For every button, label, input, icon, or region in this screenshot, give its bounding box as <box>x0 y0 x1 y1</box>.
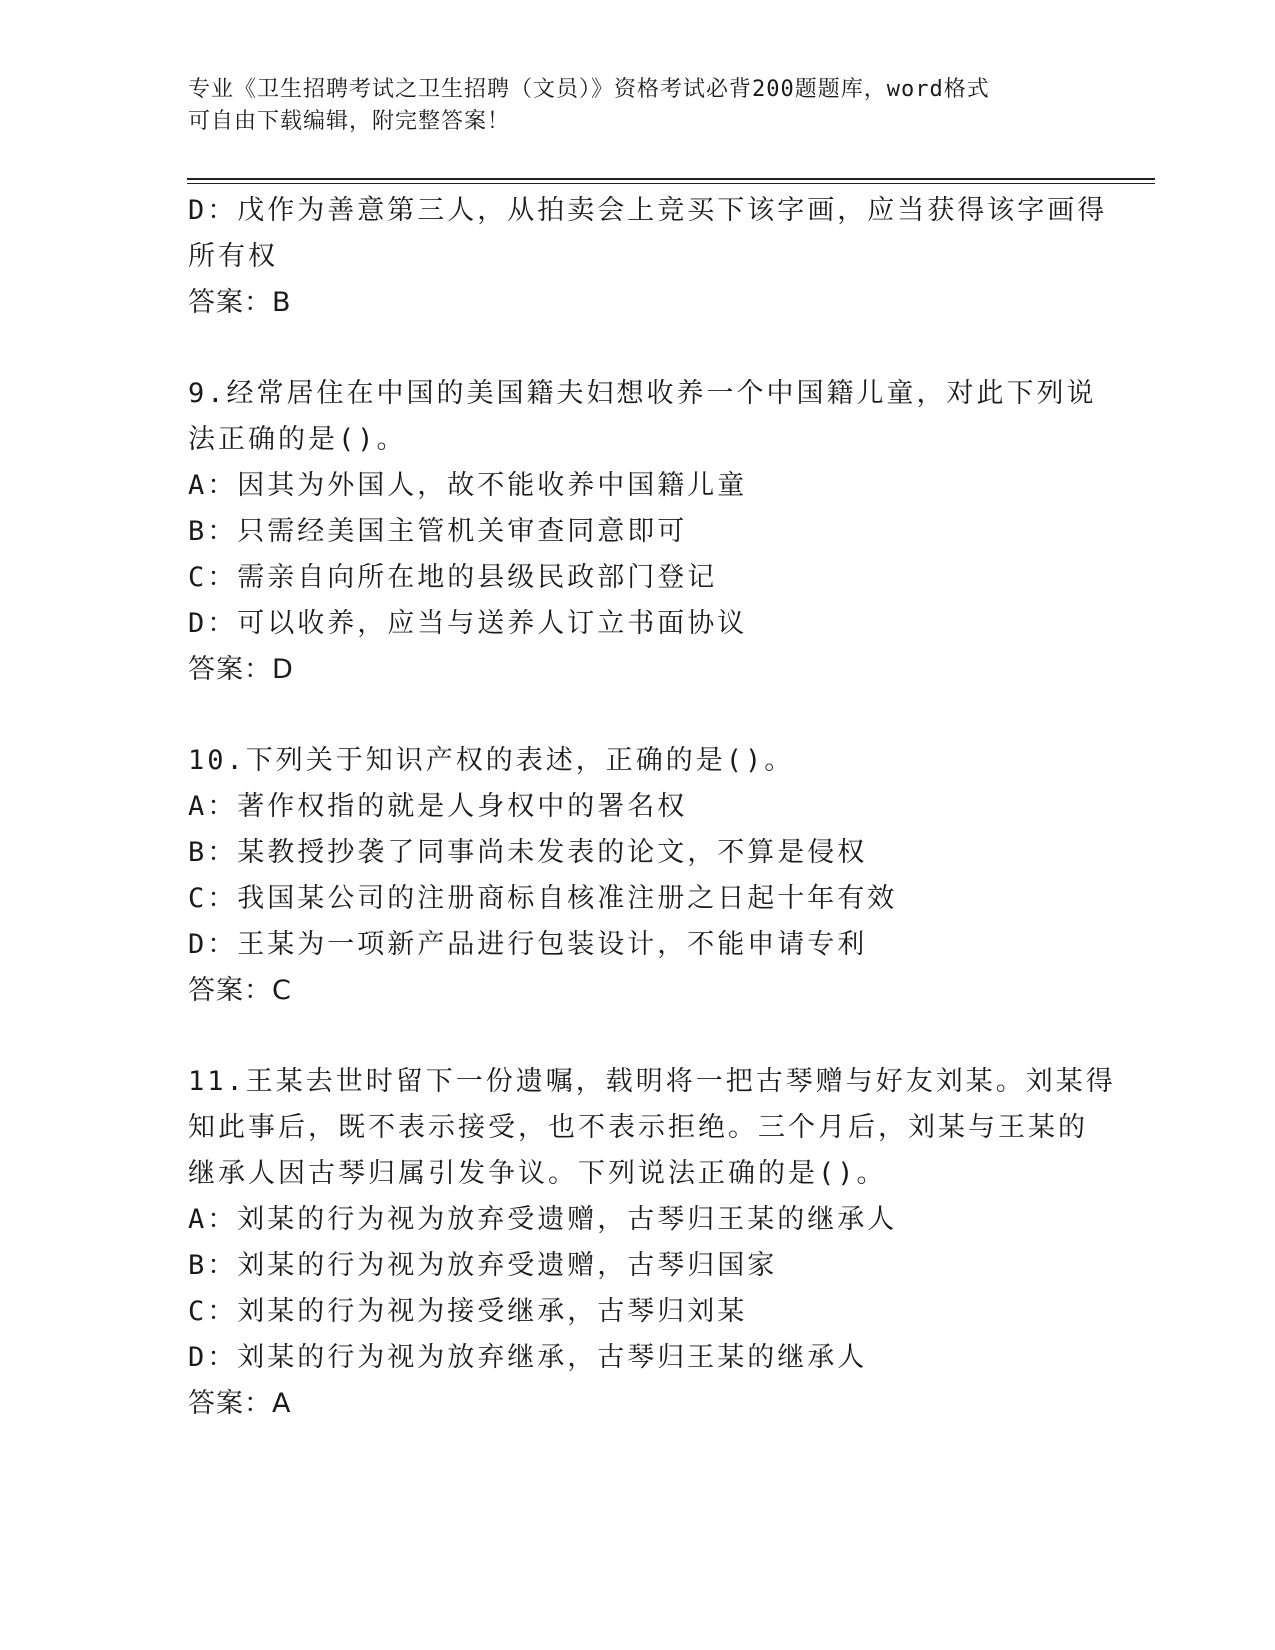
question-content <box>188 188 1116 1427</box>
option-d: D：刘某的行为视为放弃继承，古琴归王某的继承人 <box>188 1342 868 1373</box>
option-b: B：只需经美国主管机关审查同意即可 <box>188 516 688 547</box>
option-b: B：某教授抄袭了同事尚未发表的论文，不算是侵权 <box>188 837 868 868</box>
question-stem-continued: 法正确的是()。 <box>188 424 407 455</box>
answer: 答案：A <box>188 1388 292 1419</box>
question-10 <box>188 738 1088 1014</box>
option-a: A：著作权指的就是人身权中的署名权 <box>188 791 688 822</box>
question-11 <box>188 1059 1116 1427</box>
header-line-1: 专业《卫生招聘考试之卫生招聘（文员）》资格考试必背200题题库，word格式 <box>188 77 990 102</box>
answer: 答案：B <box>188 287 292 318</box>
option-d: D：戊作为善意第三人，从拍卖会上竞买下该字画，应当获得该字画得 <box>188 195 1108 226</box>
spacer <box>188 1014 1088 1059</box>
spacer <box>188 693 1088 738</box>
option-b: B：刘某的行为视为放弃受遗赠，古琴归国家 <box>188 1250 778 1281</box>
page-header <box>188 74 1088 138</box>
option-d-continued: 所有权 <box>188 241 278 272</box>
answer: 答案：D <box>188 654 294 685</box>
option-c: C：刘某的行为视为接受继承，古琴归刘某 <box>188 1296 748 1327</box>
option-c: C：我国某公司的注册商标自核准注册之日起十年有效 <box>188 883 898 914</box>
header-divider-thin <box>187 183 1155 184</box>
option-c: C：需亲自向所在地的县级民政部门登记 <box>188 562 718 593</box>
option-a: A：刘某的行为视为放弃受遗赠，古琴归王某的继承人 <box>188 1204 898 1235</box>
option-d: D：可以收养，应当与送养人订立书面协议 <box>188 608 748 639</box>
question-stem-continued: 继承人因古琴归属引发争议。下列说法正确的是()。 <box>188 1158 887 1189</box>
spacer <box>188 326 1088 371</box>
question-stem: 10.下列关于知识产权的表述，正确的是()。 <box>188 745 795 776</box>
option-d: D：王某为一项新产品进行包装设计，不能申请专利 <box>188 929 868 960</box>
question-stem-continued: 知此事后，既不表示接受，也不表示拒绝。三个月后，刘某与王某的 <box>188 1112 1088 1143</box>
question-stem: 9.经常居住在中国的美国籍夫妇想收养一个中国籍儿童，对此下列说 <box>188 378 1097 409</box>
header-line-2: 可自由下载编辑，附完整答案！ <box>188 109 511 134</box>
option-a: A：因其为外国人，故不能收养中国籍儿童 <box>188 470 748 501</box>
answer: 答案：C <box>188 975 292 1006</box>
question-8 <box>188 188 1108 326</box>
header-divider-thick <box>187 178 1155 180</box>
question-9 <box>188 371 1097 693</box>
question-stem: 11.王某去世时留下一份遗嘱，载明将一把古琴赠与好友刘某。刘某得 <box>188 1066 1116 1097</box>
